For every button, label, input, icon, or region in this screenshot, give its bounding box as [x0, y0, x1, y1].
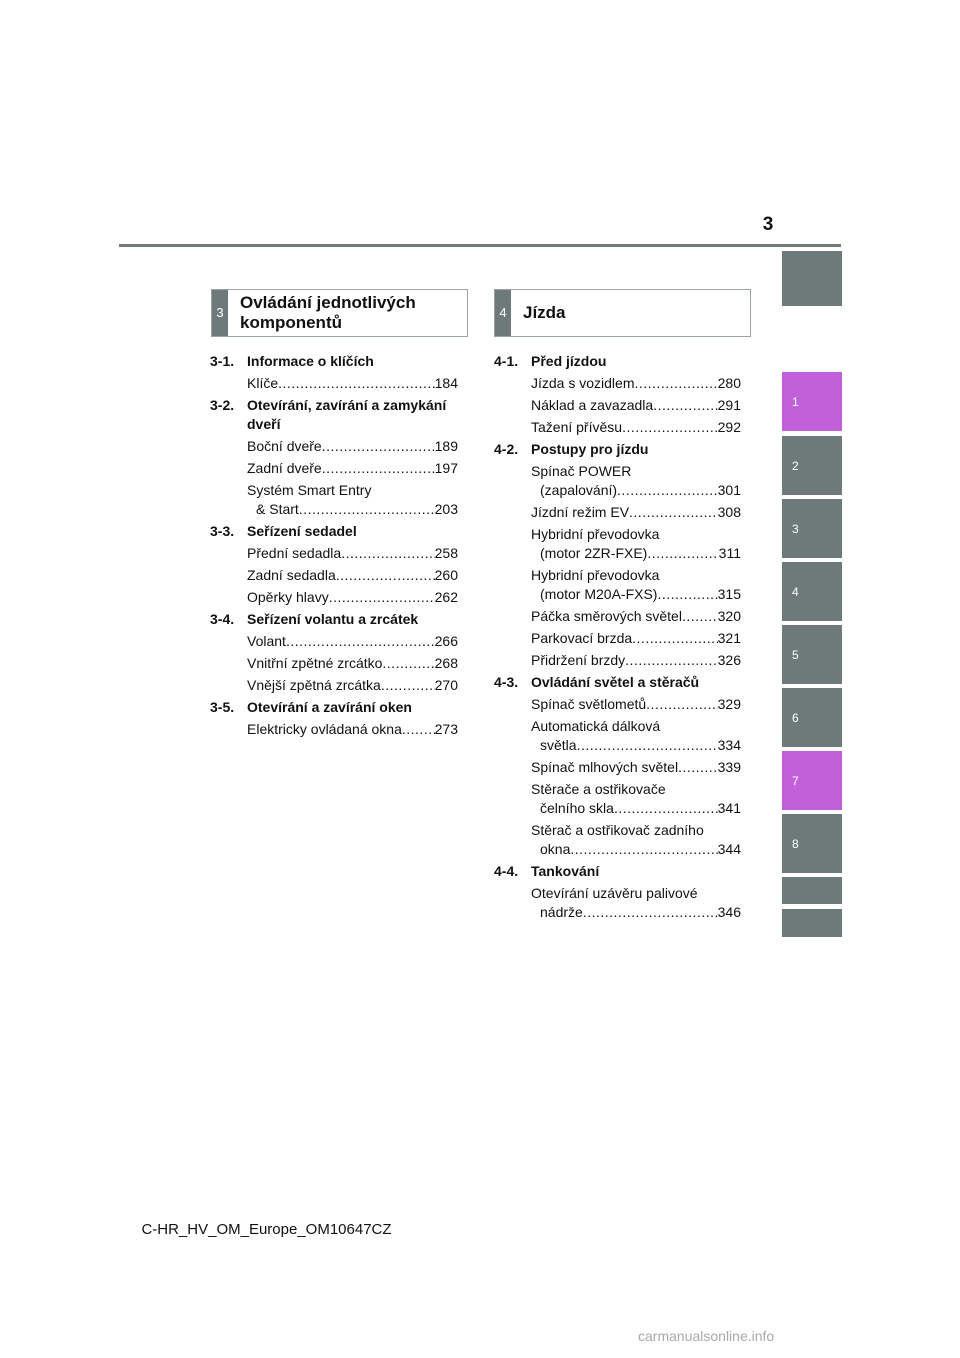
toc-entry[interactable] [531, 758, 741, 777]
entry-text: Boční dveře [247, 438, 322, 454]
entry-page-number: 321 [717, 630, 741, 646]
entry-text: Vnější zpětná zrcátka [247, 677, 381, 693]
side-tab-label: 2 [792, 458, 799, 473]
toc-entry-line [531, 607, 741, 626]
entry-text: Stěrač a ostřikovač zadního [531, 822, 704, 838]
entry-page-number: 341 [717, 800, 741, 816]
chapter-4-header [494, 289, 751, 337]
entry-page-number: 308 [717, 504, 741, 520]
side-tab-blank-0[interactable] [782, 251, 842, 306]
toc-entry-line [247, 459, 458, 478]
chapter-4-toc [494, 352, 741, 925]
toc-section [210, 522, 458, 607]
entry-text: Spínač POWER [531, 463, 632, 479]
toc-entry-line [531, 651, 741, 670]
entry-text: Páčka směrových světel [531, 608, 682, 624]
dot-leader [629, 503, 718, 522]
toc-entry[interactable] [531, 717, 741, 755]
side-tab-3[interactable] [782, 499, 842, 558]
toc-entry-line [531, 503, 741, 522]
entry-text: Přední sedadla [247, 545, 342, 561]
entry-page-number: 258 [434, 545, 458, 561]
entry-page-number: 311 [718, 545, 741, 561]
dot-leader [278, 374, 435, 393]
dot-leader [299, 500, 435, 519]
section-number: 4-4. [494, 863, 519, 879]
entry-page-number: 346 [717, 904, 741, 920]
side-tab-8[interactable] [782, 814, 842, 873]
toc-section [210, 610, 458, 695]
section-number: 3-3. [210, 523, 235, 539]
section-number: 3-1. [210, 353, 235, 369]
dot-leader [625, 651, 717, 670]
toc-entry-line [531, 780, 741, 799]
side-tab-label: 5 [792, 647, 799, 662]
toc-entry[interactable] [247, 374, 458, 393]
toc-entry[interactable] [531, 780, 741, 818]
toc-section-heading[interactable] [210, 698, 458, 717]
entry-text: Klíče [247, 375, 279, 391]
entry-page-number: 320 [717, 608, 741, 624]
entry-page-number: 339 [717, 759, 741, 775]
toc-section-heading[interactable] [210, 396, 458, 434]
toc-entry-line [531, 462, 741, 481]
section-number: 4-3. [494, 674, 519, 690]
toc-entry[interactable] [247, 566, 458, 585]
side-tab-label: 6 [792, 710, 799, 725]
toc-entry-line [531, 418, 741, 437]
toc-entry-line [531, 525, 741, 544]
toc-entry[interactable] [531, 418, 741, 437]
toc-entry-line [531, 717, 741, 736]
toc-section-heading[interactable] [494, 440, 741, 459]
section-title: Před jízdou [531, 353, 607, 369]
entry-text: nádrže [540, 904, 583, 920]
toc-section [494, 352, 741, 437]
entry-page-number: 301 [717, 482, 741, 498]
watermark: carmanualsonline.info [638, 1328, 775, 1344]
entry-text: Opěrky hlavy [247, 589, 329, 605]
toc-entry-line [531, 695, 741, 714]
section-title: Tankování [531, 863, 600, 879]
toc-section-heading[interactable] [210, 522, 458, 541]
toc-entry[interactable] [247, 632, 458, 651]
entry-text: Volant [247, 633, 286, 649]
entry-page-number: 189 [434, 438, 458, 454]
side-tab-4[interactable] [782, 562, 842, 621]
side-tab-label: 4 [792, 584, 799, 599]
entry-page-number: 270 [434, 677, 458, 693]
entry-text: světla [540, 737, 577, 753]
entry-text: Otevírání uzávěru palivové [531, 885, 698, 901]
side-tab-label: 1 [792, 394, 799, 409]
toc-entry-line [531, 585, 741, 604]
side-tab-blank-10[interactable] [782, 909, 842, 937]
dot-leader [381, 676, 435, 695]
toc-entry-line [247, 437, 458, 456]
entry-text: Parkovací brzda [531, 630, 633, 646]
dot-leader [322, 459, 435, 478]
toc-entry[interactable] [247, 720, 458, 739]
toc-entry-line [531, 736, 741, 755]
dot-leader [336, 566, 435, 585]
entry-page-number: 260 [434, 567, 458, 583]
side-tab-label: 3 [792, 521, 799, 536]
chapter-4-title: Jízda [523, 303, 566, 322]
dot-leader [329, 588, 435, 607]
section-title: Otevírání a zavírání oken [247, 699, 412, 715]
toc-entry-line [531, 396, 741, 415]
toc-entry[interactable] [247, 481, 458, 519]
dot-leader [634, 374, 717, 393]
toc-entry[interactable] [531, 396, 741, 415]
toc-entry[interactable] [531, 607, 741, 626]
entry-page-number: 344 [717, 841, 741, 857]
entry-page-number: 184 [434, 375, 458, 391]
toc-entry-line [531, 544, 741, 563]
toc-section [210, 698, 458, 739]
chapter-4-number: 4 [495, 290, 511, 336]
section-title: Seřízení volantu a zrcátek [247, 611, 419, 627]
toc-entry-line [247, 500, 458, 519]
toc-entry[interactable] [247, 544, 458, 563]
entry-text: (motor 2ZR-FXE) [540, 545, 648, 561]
toc-entry[interactable] [531, 503, 741, 522]
side-tab-7[interactable] [782, 751, 842, 810]
toc-entry-line [247, 588, 458, 607]
entry-text: Hybridní převodovka [531, 526, 660, 542]
toc-entry-line [247, 632, 458, 651]
dot-leader [617, 481, 718, 500]
section-number: 3-2. [210, 397, 235, 413]
dot-leader [632, 629, 717, 648]
section-number: 4-2. [494, 441, 519, 457]
entry-page-number: 291 [717, 397, 741, 413]
toc-entry[interactable] [531, 374, 741, 393]
entry-text: Automatická dálková [531, 718, 661, 734]
section-number: 3-5. [210, 699, 235, 715]
toc-entry[interactable] [531, 884, 741, 922]
entry-text: & Start [256, 501, 299, 517]
entry-text: Hybridní převodovka [531, 567, 660, 583]
entry-page-number: 326 [717, 652, 741, 668]
toc-entry[interactable] [531, 629, 741, 648]
dot-leader [583, 903, 718, 922]
dot-leader [646, 695, 717, 714]
dot-leader [682, 607, 718, 626]
side-tab-1[interactable] [782, 372, 842, 431]
toc-section [494, 673, 741, 859]
chapter-3-title: Ovládání jednotlivých komponentů [240, 293, 416, 332]
section-number: 3-4. [210, 611, 235, 627]
section-title: Informace o klíčích [247, 353, 374, 369]
toc-entry-line [247, 720, 458, 739]
dot-leader [570, 840, 717, 859]
entry-page-number: 203 [434, 501, 458, 517]
toc-entry-line [247, 676, 458, 695]
entry-text: Spínač mlhových světel [531, 759, 679, 775]
entry-page-number: 334 [717, 737, 741, 753]
toc-entry-line [531, 566, 741, 585]
toc-entry-line [247, 481, 458, 500]
toc-entry-line [531, 821, 741, 840]
toc-entry[interactable] [247, 437, 458, 456]
entry-page-number: 329 [717, 696, 741, 712]
toc-section-heading[interactable] [210, 352, 458, 371]
toc-section-heading[interactable] [494, 352, 741, 371]
toc-entry-line [247, 654, 458, 673]
section-title: Postupy pro jízdu [531, 441, 649, 457]
chapter-3-toc [210, 352, 458, 742]
entry-text: Spínač světlometů [531, 696, 647, 712]
entry-text: okna [540, 841, 571, 857]
toc-entry[interactable] [247, 676, 458, 695]
toc-section-heading[interactable] [210, 610, 458, 629]
dot-leader [341, 544, 434, 563]
dot-leader [657, 585, 717, 604]
dot-leader [678, 758, 718, 777]
section-title: Ovládání světel a stěračů [531, 674, 700, 690]
toc-entry-line [531, 758, 741, 777]
side-tab-2[interactable] [782, 436, 842, 495]
dot-leader [322, 437, 435, 456]
toc-section [210, 352, 458, 393]
entry-text: Náklad a zavazadla [531, 397, 654, 413]
side-tab-label: 8 [792, 836, 799, 851]
toc-entry-line [531, 884, 741, 903]
top-rule [119, 244, 841, 247]
dot-leader [647, 544, 718, 563]
entry-text: Zadní dveře [247, 460, 322, 476]
toc-entry-line [531, 374, 741, 393]
page-number: 3 [762, 214, 774, 235]
side-tab-5[interactable] [782, 625, 842, 684]
toc-section-heading[interactable] [494, 673, 741, 692]
entry-page-number: 280 [717, 375, 741, 391]
section-title: Seřízení sedadel [247, 523, 357, 539]
entry-text: Vnitřní zpětné zrcátko [247, 655, 383, 671]
toc-entry[interactable] [531, 695, 741, 714]
entry-page-number: 197 [434, 460, 458, 476]
chapter-3-header [211, 289, 468, 337]
dot-leader [382, 654, 434, 673]
entry-text: (motor M20A-FXS) [540, 586, 658, 602]
entry-page-number: 262 [434, 589, 458, 605]
dot-leader [402, 720, 435, 739]
toc-entry[interactable] [247, 588, 458, 607]
dot-leader [653, 396, 717, 415]
entry-text: Systém Smart Entry [247, 482, 372, 498]
toc-entry-line [531, 903, 741, 922]
entry-text: Jízdní režim EV [531, 504, 630, 520]
side-tab-blank-9[interactable] [782, 877, 842, 904]
toc-entry-line [531, 481, 741, 500]
dot-leader [577, 736, 718, 755]
toc-entry[interactable] [531, 821, 741, 859]
toc-entry-line [531, 840, 741, 859]
side-tab-label: 7 [792, 773, 799, 788]
toc-entry-line [247, 566, 458, 585]
entry-text: Tažení přívěsu [531, 419, 623, 435]
side-tab-6[interactable] [782, 688, 842, 747]
dot-leader [622, 418, 718, 437]
toc-entry[interactable] [531, 462, 741, 500]
entry-text: Elektricky ovládaná okna [247, 721, 402, 737]
toc-entry-line [531, 799, 741, 818]
entry-text: Přidržení brzdy [531, 652, 626, 668]
toc-entry[interactable] [247, 459, 458, 478]
dot-leader [286, 632, 435, 651]
toc-entry[interactable] [531, 525, 741, 563]
toc-entry-line [247, 544, 458, 563]
entry-page-number: 268 [434, 655, 458, 671]
entry-page-number: 315 [717, 586, 741, 602]
toc-section-heading[interactable] [494, 862, 741, 881]
entry-text: Stěrače a ostřikovače [531, 781, 666, 797]
entry-text: čelního skla [540, 800, 614, 816]
toc-entry[interactable] [531, 566, 741, 604]
document-code: C-HR_HV_OM_Europe_OM10647CZ [141, 1221, 392, 1238]
toc-entry[interactable] [531, 651, 741, 670]
toc-section [210, 396, 458, 519]
entry-text: (zapalování) [540, 482, 618, 498]
toc-entry-line [247, 374, 458, 393]
section-title: Otevírání, zavírání a zamykání dveří [247, 397, 447, 432]
dot-leader [614, 799, 718, 818]
toc-section [494, 862, 741, 922]
section-number: 4-1. [494, 353, 519, 369]
chapter-3-number: 3 [212, 290, 228, 336]
entry-page-number: 273 [434, 721, 458, 737]
toc-section [494, 440, 741, 670]
entry-text: Zadní sedadla [247, 567, 336, 583]
toc-entry-line [531, 629, 741, 648]
toc-entry[interactable] [247, 654, 458, 673]
entry-page-number: 292 [717, 419, 741, 435]
entry-text: Jízda s vozidlem [531, 375, 635, 391]
entry-page-number: 266 [434, 633, 458, 649]
